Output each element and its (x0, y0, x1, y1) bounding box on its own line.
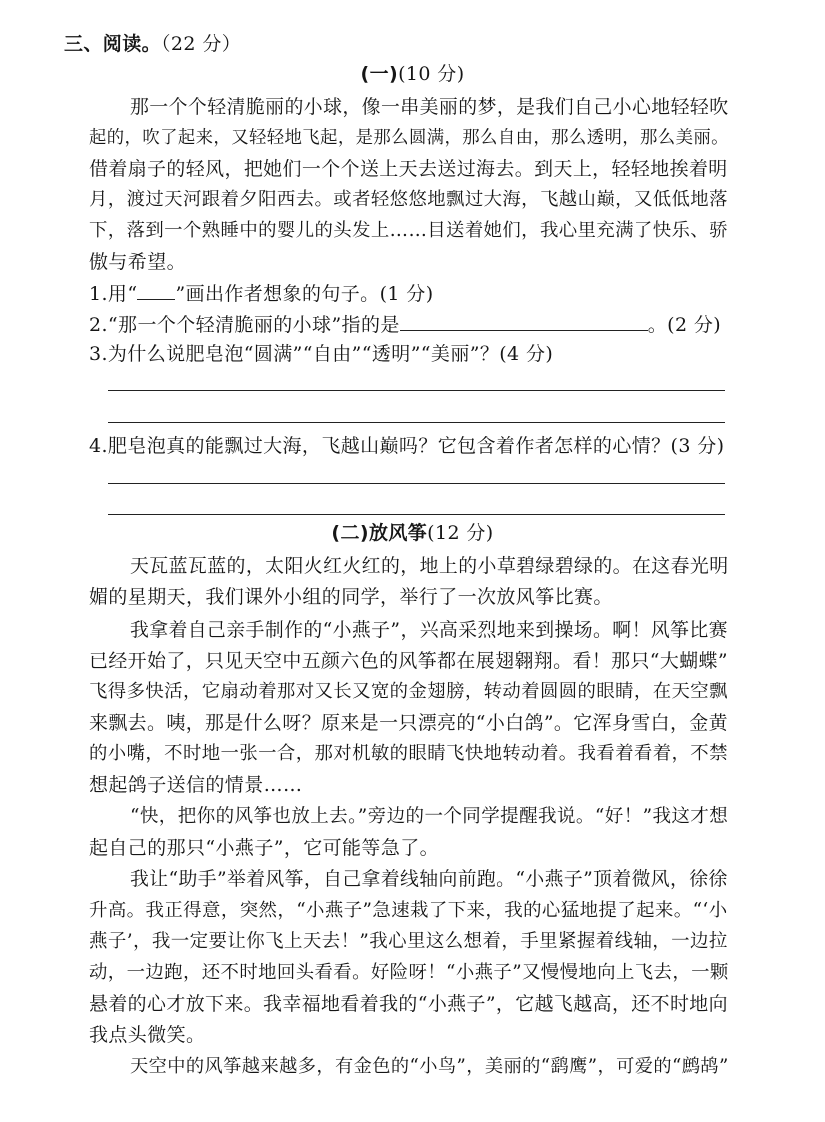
section-heading-title: 三、阅读。 (64, 33, 162, 55)
part2-title (0, 521, 825, 545)
question-2-text-after: 。(2 分) (647, 314, 722, 336)
part2-passage-line: 我点头微笑。 (89, 1024, 206, 1046)
part2-passage-line: “快，把你的风筝也放上去。”旁边的一个同学提醒我说。“好！”我这才想 (130, 806, 729, 827)
part2-passage-line: 升高。我正得意，突然，“小燕子”急速栽了下来，我的心猛地提了起来。“‘小 (89, 900, 728, 921)
part1-title (0, 62, 825, 86)
section-heading (64, 32, 241, 56)
section-heading-score: （22 分） (161, 33, 242, 55)
question-1-underline-sample (137, 281, 175, 300)
part1-title-score: (10 分) (398, 63, 465, 85)
question-4-answer-line[interactable] (108, 514, 725, 515)
question-1-text-after: ”画出作者想象的句子。(1 分) (175, 283, 434, 305)
part2-passage-line: 我拿着自己亲手制作的“小燕子”，兴高采烈地来到操场。啊！风筝比赛 (130, 619, 728, 641)
part1-passage-line: 起的，吹了起来，又轻轻地飞起，是那么圆满，那么自由，那么透明，那么美丽。 (89, 128, 729, 148)
question-4-answer-line[interactable] (108, 483, 725, 484)
question-3: 3.为什么说肥皂泡“圆满”“自由”“透明”“美丽”？(4 分) (89, 343, 554, 365)
part2-passage-line: 已经开始了，只见天空中五颜六色的风筝都在展翅翱翔。看！那只“大蝴蝶” (89, 650, 728, 672)
part2-passage-line: 悬着的心才放下来。我幸福地看着我的“小燕子”，它越飞越高，还不时地向 (89, 993, 728, 1015)
part1-passage-line: 傲与希望。 (89, 251, 187, 273)
part2-title-score: (12 分) (427, 522, 494, 544)
part2-passage-line: 的小嘴，不时地一张一合，那对机敏的眼睛飞快地转动着。我看着看着，不禁 (89, 743, 728, 764)
part1-title-text: (一) (360, 63, 399, 85)
part2-passage-line: 天空中的风筝越来越多，有金色的“小鸟”，美丽的“鹞鹰”，可爱的“鹧鸪” (130, 1056, 729, 1077)
question-4: 4.肥皂泡真的能飘过大海，飞越山巅吗？它包含着作者怎样的心情？(3 分) (89, 435, 725, 457)
part2-passage-line: 燕子’，我一定要让你飞上天去！”我心里这么想着，手里紧握着线轴，一边拉 (89, 931, 728, 952)
part2-passage-line: 动，一边跑，还不时地回头看看。好险呀！“小燕子”又慢慢地向上飞去，一颗 (89, 962, 729, 983)
part1-passage-line: 借着扇子的轻风，把她们一个个送上天去送过海去。到天上，轻轻地挨着明 (89, 158, 728, 180)
part1-passage-line: 月，渡过天河跟着夕阳西去。或者轻悠悠地飘过大海，飞越山巅，又低低地落 (89, 189, 728, 210)
part2-passage-line: 想起鸽子送信的情景…… (89, 774, 303, 796)
question-3-answer-line[interactable] (108, 390, 725, 391)
question-2 (89, 312, 721, 337)
part2-title-text: (二)放风筝 (331, 522, 428, 544)
part2-passage-line: 媚的星期天，我们课外小组的同学，举行了一次放风筝比赛。 (89, 586, 613, 608)
part2-passage-line: 起自己的那只“小燕子”，它可能等急了。 (89, 837, 440, 859)
part2-passage-line: 天瓦蓝瓦蓝的，太阳火红火红的，地上的小草碧绿碧绿的。在这春光明 (130, 555, 729, 577)
part2-passage-line: 飞得多快活，它扇动着那对又长又宽的金翅膀，转动着圆圆的眼睛，在天空飘 (89, 681, 728, 702)
question-1-text-before: 1.用“ (89, 283, 138, 305)
part2-passage-line: 我让“助手”举着风筝，自己拿着线轴向前跑。“小燕子”顶着微风，徐徐 (130, 869, 728, 890)
question-2-text-before: 2.“那一个个轻清脆丽的小球”指的是 (89, 314, 400, 336)
question-2-answer-blank[interactable] (400, 312, 648, 331)
part1-passage-line: 那一个个轻清脆丽的小球，像一串美丽的梦，是我们自己小心地轻轻吹 (130, 96, 729, 118)
question-1 (89, 281, 434, 306)
part1-passage-line: 下，落到一个熟睡中的婴儿的头发上……目送着她们，我心里充满了快乐、骄 (89, 220, 728, 241)
part2-passage-line: 来飘去。咦，那是什么呀？原来是一只漂亮的“小白鸽”。它浑身雪白，金黄 (89, 712, 728, 734)
question-3-answer-line[interactable] (108, 422, 725, 423)
